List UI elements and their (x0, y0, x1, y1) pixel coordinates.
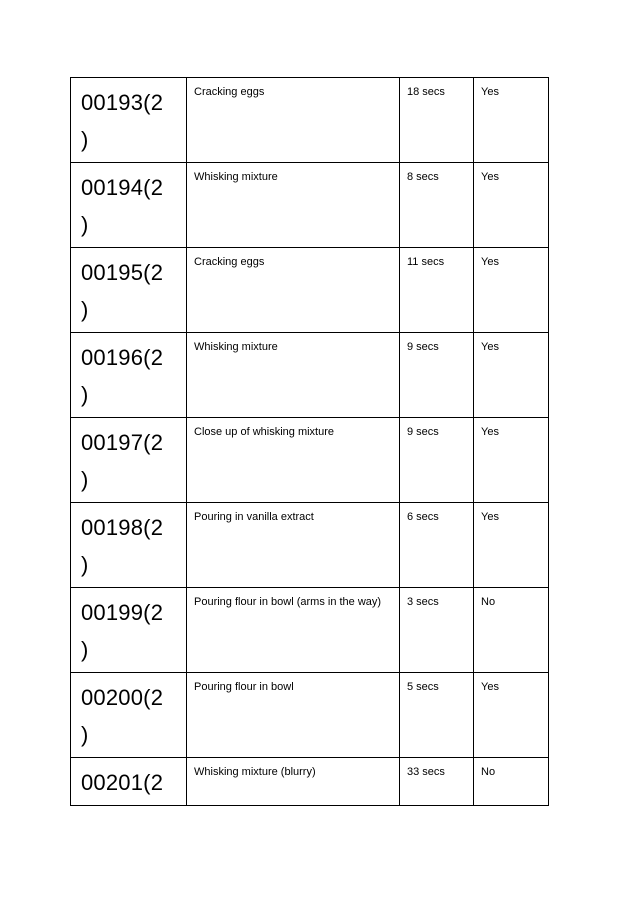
clip-description: Pouring flour in bowl (194, 681, 294, 693)
table-row (71, 588, 549, 673)
clip-duration: 6 secs (407, 511, 439, 523)
table-row (71, 78, 549, 163)
table-row (71, 163, 549, 248)
clip-description: Whisking mixture (blurry) (194, 766, 316, 778)
duration-cell (400, 588, 474, 673)
description-cell (187, 333, 400, 418)
description-cell (187, 418, 400, 503)
table-row (71, 758, 549, 806)
clip-id-cell (71, 758, 187, 806)
shot-log-table (70, 77, 549, 806)
duration-cell (400, 673, 474, 758)
usable-cell (474, 418, 549, 503)
clip-id-cell (71, 248, 187, 333)
duration-cell (400, 333, 474, 418)
description-cell (187, 758, 400, 806)
clip-description: Pouring in vanilla extract (194, 511, 314, 523)
table-row (71, 503, 549, 588)
description-cell (187, 503, 400, 588)
usable-cell (474, 163, 549, 248)
clip-usable: Yes (481, 86, 499, 98)
clip-id: 00197(2 ) (81, 430, 164, 492)
usable-cell (474, 78, 549, 163)
usable-cell (474, 673, 549, 758)
duration-cell (400, 78, 474, 163)
description-cell (187, 78, 400, 163)
clip-duration: 9 secs (407, 341, 439, 353)
usable-cell (474, 248, 549, 333)
usable-cell (474, 588, 549, 673)
clip-usable: Yes (481, 256, 499, 268)
clip-id-cell (71, 418, 187, 503)
clip-id-cell (71, 163, 187, 248)
clip-duration: 5 secs (407, 681, 439, 693)
duration-cell (400, 163, 474, 248)
table-row (71, 333, 549, 418)
description-cell (187, 673, 400, 758)
clip-duration: 11 secs (407, 256, 445, 268)
usable-cell (474, 758, 549, 806)
clip-id-cell (71, 588, 187, 673)
clip-id-cell (71, 333, 187, 418)
clip-description: Close up of whisking mixture (194, 426, 335, 438)
clip-usable: Yes (481, 511, 499, 523)
clip-id: 00196(2 ) (81, 345, 164, 407)
table-row (71, 673, 549, 758)
clip-id: 00195(2 ) (81, 260, 164, 322)
clip-duration: 18 secs (407, 86, 445, 98)
clip-description: Pouring flour in bowl (arms in the way) (194, 596, 382, 608)
clip-description: Whisking mixture (194, 341, 278, 353)
description-cell (187, 248, 400, 333)
clip-usable: Yes (481, 341, 499, 353)
table-row (71, 418, 549, 503)
duration-cell (400, 758, 474, 806)
usable-cell (474, 503, 549, 588)
duration-cell (400, 248, 474, 333)
clip-id: 00198(2 ) (81, 515, 164, 577)
clip-duration: 33 secs (407, 766, 445, 778)
clip-id-cell (71, 503, 187, 588)
clip-usable: Yes (481, 171, 499, 183)
clip-id-cell (71, 673, 187, 758)
clip-usable: No (481, 596, 496, 608)
duration-cell (400, 418, 474, 503)
clip-usable: No (481, 766, 496, 778)
clip-usable: Yes (481, 681, 499, 693)
description-cell (187, 588, 400, 673)
clip-id: 00194(2 ) (81, 175, 164, 237)
clip-description: Whisking mixture (194, 171, 278, 183)
clip-description: Cracking eggs (194, 256, 265, 268)
clip-description: Cracking eggs (194, 86, 265, 98)
usable-cell (474, 333, 549, 418)
clip-id: 00201(2 (81, 770, 164, 795)
clip-id: 00193(2 ) (81, 90, 164, 152)
clip-duration: 3 secs (407, 596, 439, 608)
clip-duration: 8 secs (407, 171, 439, 183)
clip-id: 00199(2 ) (81, 600, 164, 662)
clip-id-cell (71, 78, 187, 163)
clip-id: 00200(2 ) (81, 685, 164, 747)
table-row (71, 248, 549, 333)
description-cell (187, 163, 400, 248)
clip-duration: 9 secs (407, 426, 439, 438)
clip-usable: Yes (481, 426, 499, 438)
duration-cell (400, 503, 474, 588)
